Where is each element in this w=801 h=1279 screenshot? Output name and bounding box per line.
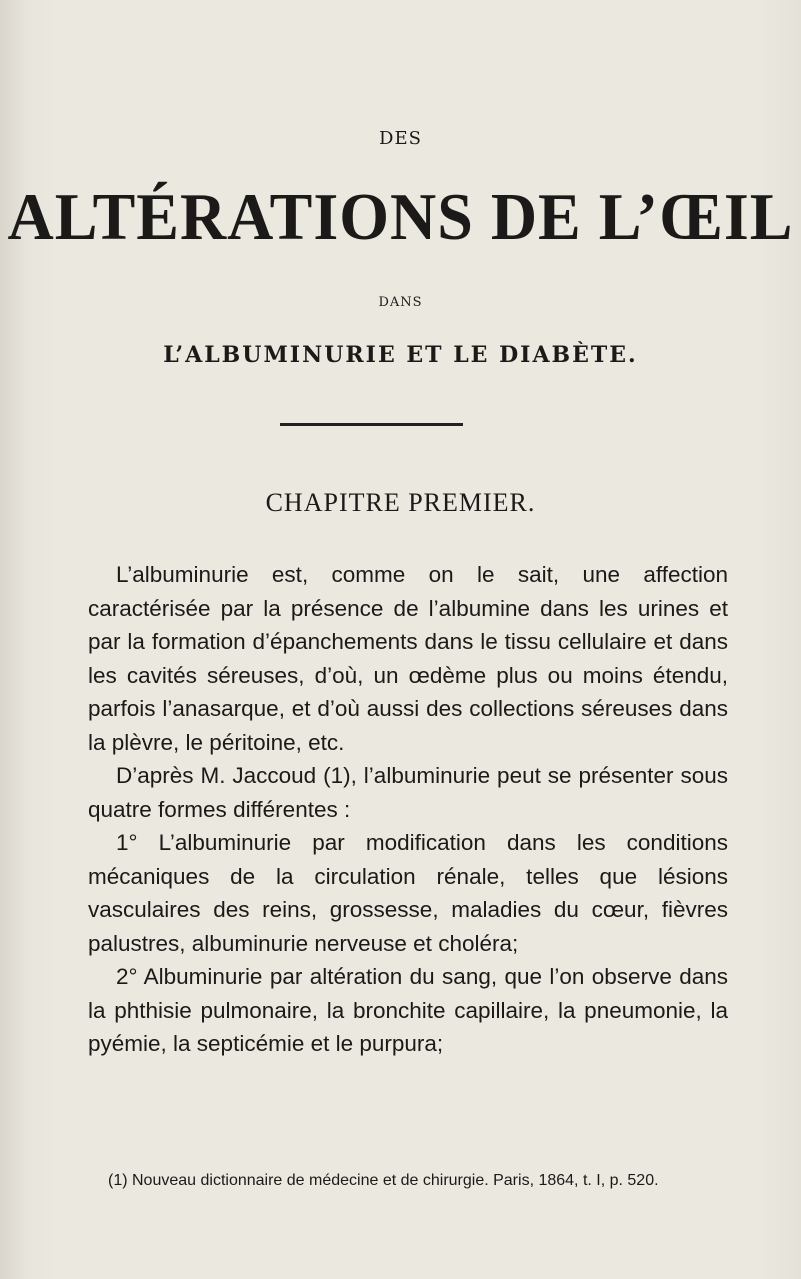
divider-rule (280, 423, 463, 426)
paragraph-intro: L’albuminurie est, comme on le sait, une affection caractérisée par la présence de l’albumine dans les urines et par la formation d’épanchements dans le tissu cellulaire et dans les cavités séreuses, d’où, un œdème plus ou moins étendu, parfois l’anasarque, et d’où aussi des collections séreuses dans la plèvre, le péritoine, etc. (88, 562, 728, 755)
footnote: (1) Nouveau dictionnaire de médecine et de chirurgie. Paris, 1864, t. I, p. 520. (108, 1172, 659, 1189)
paragraph-form-2: 2° Albuminurie par altération du sang, que l’on observe dans la phthisie pulmonaire, la bronchite capillaire, la pneumonie, la pyémie, la septicémie et le purpura; (88, 964, 728, 1056)
page-title: ALTÉRATIONS DE L’ŒIL (7, 179, 794, 254)
paragraph-jaccoud: D’après M. Jaccoud (1), l’albuminurie peut se présenter sous quatre formes différentes : (88, 763, 728, 822)
chapter-heading: CHAPITRE PREMIER. (265, 488, 536, 517)
title-prefix: DES (379, 128, 422, 149)
paragraph-form-1: 1° L’albuminurie par modification dans les conditions mécaniques de la circulation rénale, telles que lésions vasculaires des reins, grossesse, maladies du cœur, fièvres palustres, albuminurie nerveuse et choléra; (88, 830, 728, 956)
title-connector: DANS (378, 295, 423, 310)
body-text (88, 558, 728, 1061)
page-subtitle: L’ALBUMINURIE ET LE DIABÈTE. (163, 342, 638, 368)
